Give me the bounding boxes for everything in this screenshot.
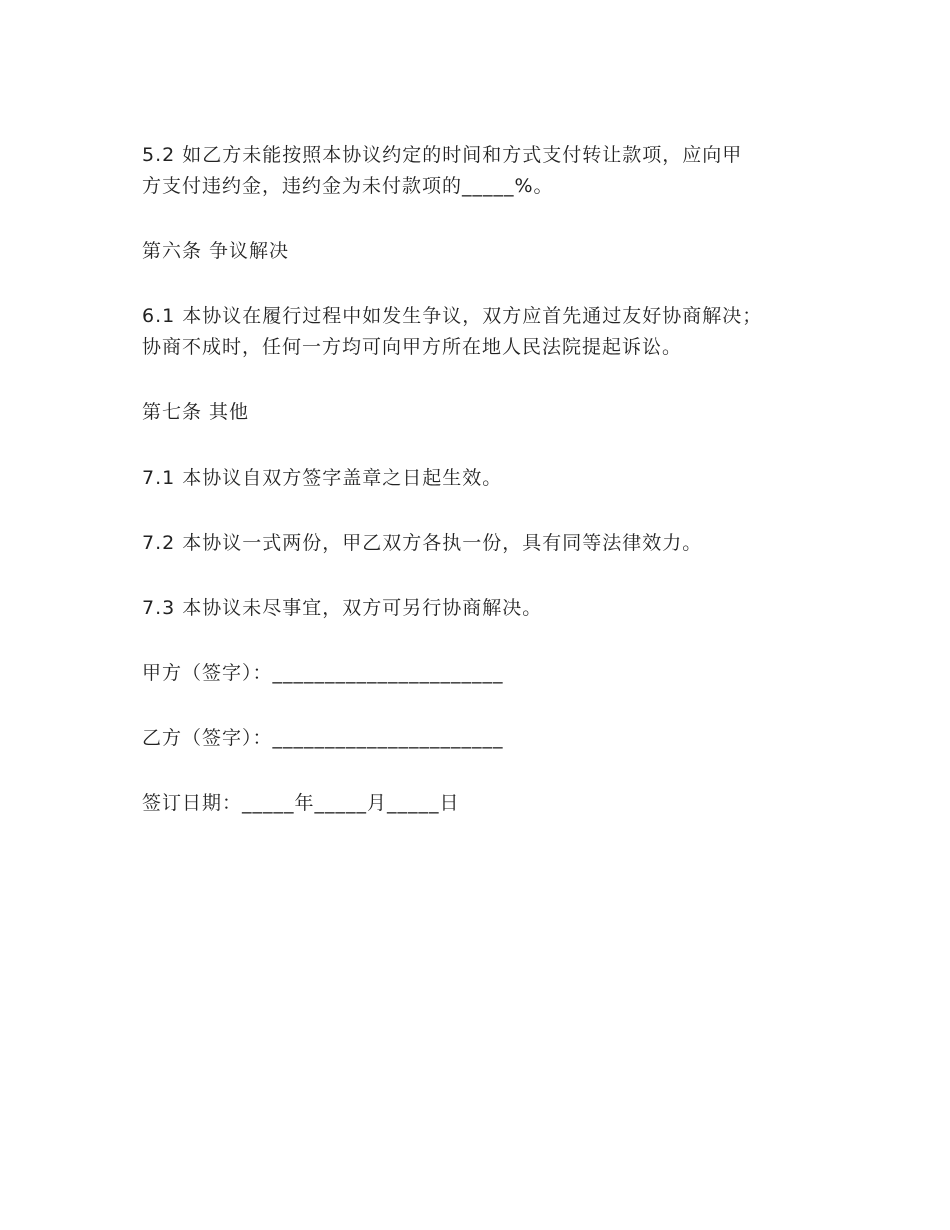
article-6-heading-text: 第六条 争议解决 [142, 240, 290, 262]
party-a-signature-text: 甲方（签字）：______________________ [142, 662, 504, 684]
clause-7-2-text: 7.2 本协议一式两份，甲乙双方各执一份，具有同等法律效力。 [142, 532, 703, 554]
signing-date [142, 788, 842, 819]
clause-5-2-line-1: 5.2 如乙方未能按照本协议约定的时间和方式支付转让款项，应向甲 [142, 144, 743, 166]
clause-7-1-text: 7.1 本协议自双方签字盖章之日起生效。 [142, 467, 503, 489]
clause-7-1 [142, 463, 842, 494]
clause-7-3-text: 7.3 本协议未尽事宜，双方可另行协商解决。 [142, 597, 543, 619]
clause-7-2 [142, 528, 842, 559]
clause-6-1 [142, 301, 842, 363]
article-7-heading [142, 397, 842, 428]
clause-6-1-line-2: 协商不成时，任何一方均可向甲方所在地人民法院提起诉讼。 [142, 336, 683, 358]
party-b-signature-text: 乙方（签字）：______________________ [142, 727, 504, 749]
signing-date-text: 签订日期：_____年_____月_____日 [142, 792, 460, 814]
article-6-heading [142, 236, 842, 267]
clause-5-2-line-2: 方支付违约金，违约金为未付款项的_____%。 [142, 175, 554, 197]
clause-5-2 [142, 140, 842, 202]
party-b-signature [142, 723, 842, 754]
article-7-heading-text: 第七条 其他 [142, 401, 250, 423]
clause-7-3 [142, 593, 842, 624]
party-a-signature [142, 658, 842, 689]
clause-6-1-line-1: 6.1 本协议在履行过程中如发生争议，双方应首先通过友好协商解决； [142, 305, 763, 327]
